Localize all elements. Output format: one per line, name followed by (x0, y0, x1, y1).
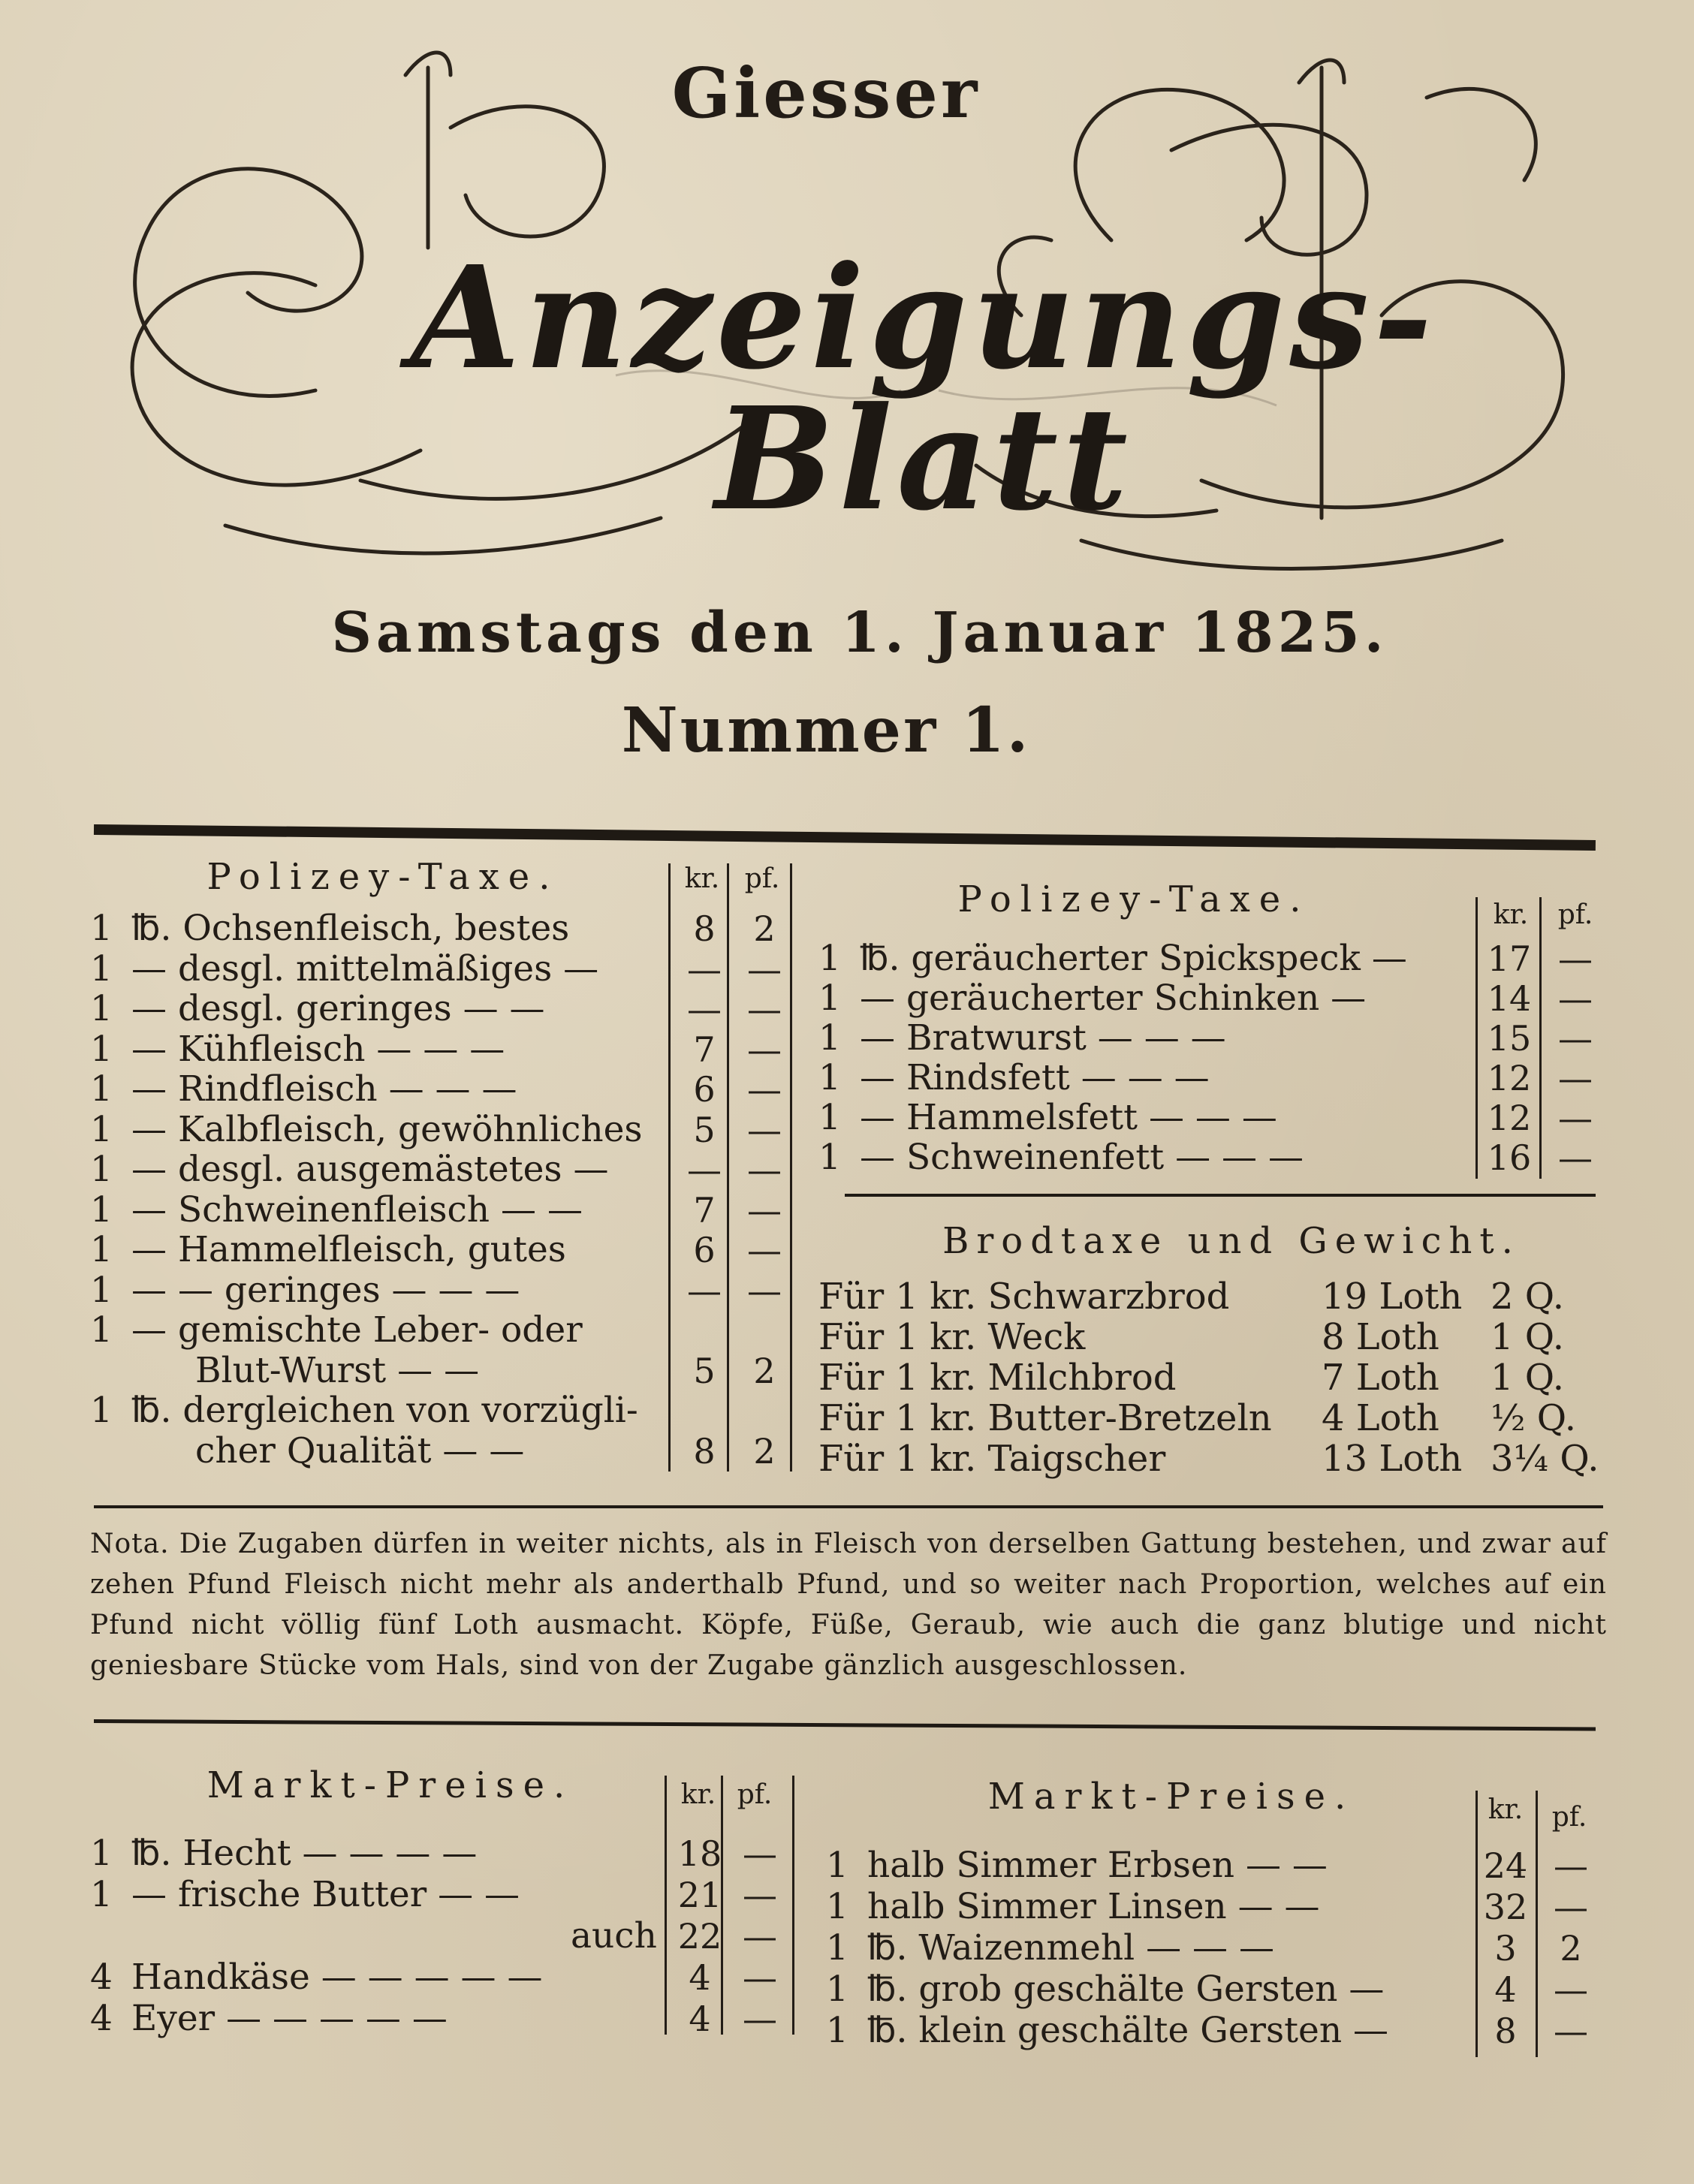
row-quantity: 1 (90, 947, 113, 990)
brodtaxe-weight: 4 Loth (1322, 1397, 1439, 1439)
row-description: ℔. Ochsenfleisch, bestes (131, 908, 570, 949)
row-quantity: 1 (818, 1137, 841, 1178)
row-kr-value: 4 (689, 1957, 711, 1998)
row-description: auch (571, 1915, 657, 1957)
polizey-left-row (90, 1149, 661, 1190)
row-kr-value: 8 (1494, 2011, 1517, 2051)
row-quantity: 1 (90, 1390, 113, 1431)
row-description: — frische Butter — — (131, 1874, 520, 1915)
row-description: — desgl. geringes — — (131, 988, 545, 1029)
row-description: — Bratwurst — — — (860, 1017, 1226, 1059)
row-quantity: 1 (90, 1108, 113, 1150)
polizey-right-divider-1 (1475, 897, 1478, 1179)
row-kr-value: — (687, 948, 722, 990)
row-quantity: 4 (90, 1957, 113, 1998)
polizey-right-divider-2 (1539, 897, 1542, 1179)
row-pf-value: — (743, 1833, 777, 1874)
row-description: Handkäse — — — — — (131, 1957, 543, 1998)
polizey-right-row (818, 978, 1472, 1019)
row-description: ℔. grob geschälte Gersten — (867, 1969, 1385, 2010)
markt-top-rule (94, 1719, 1596, 1731)
polizey-left-row (90, 1190, 661, 1231)
row-kr-value (674, 1310, 734, 1351)
row-kr-value: 32 (1483, 1887, 1528, 1927)
row-pf-value: — (1554, 1969, 1588, 2010)
row-quantity: 1 (90, 1068, 113, 1110)
row-description: — Schweinenfett — — — (860, 1137, 1304, 1178)
row-kr-value: 21 (677, 1875, 722, 1915)
brodtaxe-label: Für 1 kr. Milchbrod (818, 1357, 1177, 1399)
row-kr-value: 6 (693, 1230, 716, 1270)
row-pf-value: 2 (1560, 1928, 1582, 1969)
row-kr-value (674, 1390, 734, 1431)
markt-right-row (826, 1845, 1472, 1886)
row-pf-value: — (1554, 2011, 1588, 2051)
row-kr-value: 24 (1483, 1845, 1528, 1886)
row-quantity: 1 (90, 1874, 113, 1915)
row-pf-value: — (743, 1875, 777, 1915)
polizey-left-row (90, 989, 661, 1029)
brodtaxe-weight: 13 Loth (1322, 1438, 1463, 1480)
row-kr-value: 4 (689, 1999, 711, 2039)
row-pf-value: — (747, 989, 782, 1029)
row-pf-value: — (747, 1189, 782, 1231)
row-kr-value: 12 (1487, 1058, 1532, 1098)
row-quantity: 1 (818, 978, 841, 1019)
row-description: — Kühfleisch — — — (131, 1028, 505, 1070)
row-quantity: 1 (826, 1845, 849, 1886)
row-quantity: 1 (826, 1886, 849, 1927)
row-quantity: 1 (90, 1833, 113, 1874)
markt-left-row (90, 1916, 661, 1957)
row-kr-value: — (687, 989, 722, 1029)
row-quantity: 1 (90, 1028, 113, 1070)
polizey-right-pf-head: pf. (1557, 899, 1593, 930)
nota-paragraph: Nota. Die Zugaben dürfen in weiter nichts, als in Fleisch von derselben Gattung bestehen, und zwar auf zehen Pfund Fleisch nicht mehr als anderthalb Pfund, und so weiter nach Proportion, welches auf ein Pfund nicht völlig fünf Loth ausmacht. Köpfe, Füße, Geraub, wie auch die ganz blutige und nicht geniesbare Stücke vom Hals, sind von der Zugabe gänzlich ausgeschlossen. (90, 1529, 1607, 1681)
markt-left-divider-1 (665, 1776, 667, 2035)
brodtaxe-q: 1 Q. (1491, 1357, 1565, 1399)
markt-left-divider-3 (792, 1776, 794, 2035)
polizey-left-heading: Polizey-Taxe. (206, 856, 559, 898)
row-quantity: 4 (90, 1998, 113, 2039)
polizey-left-row (90, 1310, 661, 1351)
row-description: ℔. Hecht — — — — (131, 1833, 478, 1874)
row-pf-value: — (1558, 978, 1593, 1019)
brodtaxe-label: Für 1 kr. Weck (818, 1316, 1086, 1358)
polizey-left-row (90, 1069, 661, 1110)
row-description: ℔. klein geschälte Gersten — (867, 2010, 1389, 2051)
row-pf-value: — (743, 1957, 777, 1998)
row-kr-value: 8 (693, 1430, 716, 1472)
row-pf-value: — (1558, 938, 1593, 979)
issue-number: Nummer 1. (621, 694, 1031, 767)
markt-left-kr-head: kr. (680, 1779, 716, 1810)
markt-left-row (90, 1875, 661, 1915)
row-quantity: 1 (818, 1097, 841, 1138)
row-pf-value: — (747, 1069, 782, 1110)
row-kr-value: — (687, 1149, 722, 1190)
polizey-left-kr-head: kr. (684, 863, 720, 894)
brodtaxe-top-rule (845, 1194, 1596, 1197)
row-pf-value: — (743, 1916, 777, 1957)
markt-right-heading: Markt-Preise. (987, 1776, 1355, 1818)
row-quantity: 1 (90, 908, 113, 949)
row-quantity: 1 (818, 1017, 841, 1059)
row-quantity: 1 (90, 1229, 113, 1270)
polizey-left-row (90, 908, 661, 949)
polizey-right-heading: Polizey-Taxe. (957, 878, 1310, 920)
brodtaxe-weight: 8 Loth (1322, 1316, 1439, 1358)
masthead-place: Giesser (671, 53, 981, 134)
row-pf-value: 2 (753, 1350, 776, 1391)
row-quantity: 1 (818, 938, 841, 979)
row-description: — Schweinenfleisch — — (131, 1188, 583, 1231)
polizey-left-row (90, 1110, 661, 1150)
row-description: ℔. Waizenmehl — — — (867, 1927, 1274, 1969)
row-description: — geräucherter Schinken — (860, 978, 1367, 1019)
row-description: — Hammelsfett — — — (860, 1097, 1277, 1138)
row-quantity: 1 (826, 1927, 849, 1969)
row-kr-value: 14 (1487, 978, 1532, 1019)
polizey-left-row (90, 1230, 661, 1270)
row-description: cher Qualität — — (195, 1429, 525, 1472)
polizey-right-row (818, 938, 1472, 979)
row-pf-value: — (747, 1149, 782, 1190)
row-kr-value: 16 (1487, 1137, 1532, 1178)
markt-right-divider-2 (1536, 1791, 1538, 2057)
row-quantity: 1 (90, 1188, 113, 1231)
row-description: — Rindsfett — — — (860, 1057, 1210, 1098)
polizey-left-row (90, 1390, 661, 1431)
row-quantity: 1 (90, 988, 113, 1029)
row-kr-value: 15 (1487, 1018, 1532, 1059)
polizey-left-pf-head: pf. (744, 863, 780, 894)
polizey-right-row (818, 1137, 1472, 1178)
brodtaxe-label: Für 1 kr. Schwarzbrod (818, 1276, 1230, 1318)
row-description: Eyer — — — — — (131, 1998, 448, 2039)
markt-right-row (826, 1928, 1472, 1969)
row-description: — Hammelfleisch, gutes (131, 1229, 566, 1270)
row-kr-value: 12 (1487, 1098, 1532, 1138)
brodtaxe-weight: 19 Loth (1322, 1276, 1463, 1318)
polizey-right-row (818, 1058, 1472, 1098)
nota-top-rule (94, 1505, 1603, 1508)
row-pf-value: 2 (753, 908, 776, 949)
row-quantity: 1 (826, 2010, 849, 2051)
polizey-left-row (90, 1270, 661, 1311)
row-kr-value: 18 (677, 1833, 722, 1874)
polizey-right-row (818, 1098, 1472, 1138)
row-description: halb Simmer Erbsen — — (867, 1845, 1328, 1886)
row-kr-value: 5 (693, 1109, 716, 1150)
row-pf-value: — (747, 1230, 782, 1270)
brodtaxe-label: Für 1 kr. Butter-Bretzeln (818, 1397, 1272, 1439)
masthead-title: Anzeigungs-Blatt (410, 235, 1437, 542)
row-kr-value: — (687, 1270, 722, 1311)
markt-left-heading: Markt-Preise. (206, 1764, 574, 1806)
row-pf-value: — (1554, 1887, 1588, 1927)
row-pf-value: — (1558, 1137, 1593, 1178)
brodtaxe-heading: Brodtaxe und Gewicht. (942, 1220, 1521, 1262)
row-kr-value: 7 (693, 1189, 716, 1231)
brodtaxe-q: 1 Q. (1491, 1316, 1565, 1358)
row-description: — desgl. ausgemästetes — (131, 1149, 609, 1190)
top-rule (94, 824, 1596, 851)
brodtaxe-q: ½ Q. (1491, 1397, 1576, 1439)
row-pf-value: — (1558, 1018, 1593, 1059)
row-pf-value: — (1558, 1058, 1593, 1098)
markt-right-row (826, 1887, 1472, 1927)
row-pf-value: — (747, 1109, 782, 1150)
row-quantity: 1 (90, 1309, 113, 1351)
row-kr-value: 6 (693, 1069, 716, 1110)
markt-left-row (90, 1957, 661, 1998)
markt-right-pf-head: pf. (1551, 1802, 1587, 1833)
row-kr-value: 7 (693, 1029, 716, 1070)
brodtaxe-q: 3¼ Q. (1491, 1438, 1599, 1480)
row-pf-value: — (747, 948, 782, 990)
row-kr-value: 5 (693, 1350, 716, 1391)
row-description: — — geringes — — — (131, 1269, 520, 1311)
row-description: halb Simmer Linsen — — (867, 1886, 1320, 1927)
polizey-left-row (90, 1029, 661, 1070)
row-kr-value: 17 (1487, 938, 1532, 979)
polizey-left-row (90, 1431, 661, 1472)
row-pf-value: — (747, 1270, 782, 1311)
row-pf-value: — (1558, 1098, 1593, 1138)
row-pf-value: — (747, 1029, 782, 1070)
markt-right-kr-head: kr. (1488, 1794, 1524, 1825)
row-quantity: 1 (818, 1057, 841, 1098)
row-pf-value: 2 (753, 1430, 776, 1472)
masthead-date: Samstags den 1. Januar 1825. (331, 601, 1388, 665)
markt-left-row (90, 1999, 661, 2039)
row-description: ℔. dergleichen von vorzügli- (131, 1390, 638, 1431)
polizey-left-row (90, 1351, 661, 1391)
row-pf-value: — (743, 1999, 777, 2039)
row-kr-value: 4 (1494, 1969, 1517, 2010)
row-description: — Kalbfleisch, gewöhnliches (131, 1108, 643, 1150)
row-quantity: 1 (90, 1149, 113, 1190)
row-kr-value: 3 (1494, 1928, 1517, 1969)
row-description: ℔. geräucherter Spickspeck — (860, 938, 1407, 979)
brodtaxe-q: 2 Q. (1491, 1276, 1565, 1318)
markt-left-pf-head: pf. (737, 1779, 773, 1810)
row-pf-value (734, 1390, 794, 1431)
row-pf-value: — (1554, 1845, 1588, 1886)
row-description: — Rindfleisch — — — (131, 1068, 517, 1110)
markt-right-row (826, 2011, 1472, 2051)
row-kr-value: 22 (677, 1916, 722, 1957)
markt-right-row (826, 1969, 1472, 2010)
polizey-left-row (90, 949, 661, 990)
row-pf-value (734, 1310, 794, 1351)
row-description: Blut-Wurst — — (195, 1349, 480, 1391)
polizey-right-kr-head: kr. (1493, 899, 1529, 930)
brodtaxe-label: Für 1 kr. Taigscher (818, 1438, 1166, 1480)
row-description: — desgl. mittelmäßiges — (131, 947, 599, 990)
row-kr-value: 8 (693, 908, 716, 949)
markt-left-row (90, 1833, 661, 1874)
polizey-left-divider-1 (668, 863, 671, 1472)
brodtaxe-weight: 7 Loth (1322, 1357, 1439, 1399)
row-quantity: 1 (826, 1969, 849, 2010)
polizey-right-row (818, 1018, 1472, 1059)
row-quantity: 1 (90, 1269, 113, 1311)
row-description: — gemischte Leber- oder (131, 1309, 583, 1351)
